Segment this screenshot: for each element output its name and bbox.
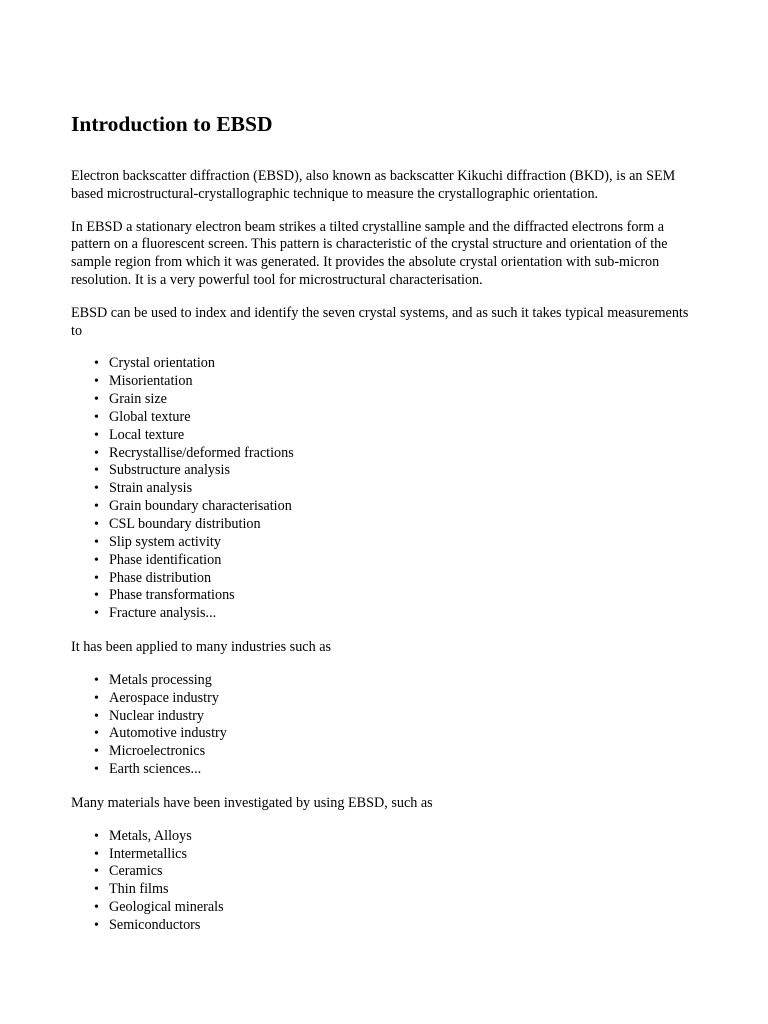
measurements-intro-paragraph: EBSD can be used to index and identify the seven crystal systems, and as such it takes typical measurements to (71, 304, 689, 339)
list-item-text: Earth sciences... (109, 761, 202, 778)
bullet-icon: • (94, 392, 99, 408)
bullet-icon: • (94, 846, 99, 862)
document-body (71, 110, 701, 951)
list-item-text: Automotive industry (109, 725, 227, 742)
list-item (94, 881, 701, 899)
list-item-text: Crystal orientation (109, 355, 215, 372)
list-item-text: Metals processing (109, 671, 212, 688)
bullet-icon: • (94, 606, 99, 622)
bullet-icon: • (94, 690, 99, 706)
list-item-text: Geological minerals (109, 899, 224, 916)
bullet-icon: • (94, 427, 99, 443)
list-item-text: Phase distribution (109, 569, 212, 586)
bullet-icon: • (94, 744, 99, 760)
list-item (94, 743, 701, 761)
bullet-icon: • (94, 374, 99, 390)
list-item (94, 605, 701, 623)
bullet-icon: • (94, 588, 99, 604)
description-paragraph: In EBSD a stationary electron beam strikes a tilted crystalline sample and the diffracted electrons form a pattern on a fluorescent screen. This pattern is characteristic of the crystal structure and orientation of the sample region from which it was generated. It provides the absolute crystal orientation with sub-micron resolution. It is a very powerful tool for microstructural characterisation. (71, 218, 668, 288)
list-item (94, 587, 701, 605)
list-item (94, 863, 701, 881)
bullet-icon: • (94, 708, 99, 724)
list-item-text: Fracture analysis... (109, 605, 217, 622)
list-item (94, 689, 701, 708)
list-item-text: Phase identification (109, 551, 222, 568)
list-item (94, 551, 701, 570)
bullet-icon: • (94, 409, 99, 425)
bullet-icon: • (94, 570, 99, 586)
list-item-text: Global texture (109, 408, 191, 425)
bullet-icon: • (94, 481, 99, 497)
bullet-icon: • (94, 864, 99, 880)
list-item (94, 391, 701, 409)
list-item-text: Microelectronics (109, 743, 206, 760)
list-item (94, 671, 701, 690)
list-item (94, 899, 701, 917)
materials-intro-paragraph: Many materials have been investigated by using EBSD, such as (71, 794, 433, 811)
list-item-text: Recrystallise/deformed fractions (109, 444, 294, 461)
list-item (94, 355, 701, 373)
list-item (94, 480, 701, 498)
bullet-icon: • (94, 828, 99, 844)
list-item (94, 916, 701, 935)
intro-paragraph: Electron backscatter diffraction (EBSD), also known as backscatter Kikuchi diffraction (BKD), is an SEM based microstructural-crystallographic technique to measure the crystallographic orientation. (71, 168, 676, 202)
list-item (94, 761, 701, 779)
materials-list (71, 828, 701, 935)
list-item-text: Slip system activity (109, 533, 221, 550)
list-item-text: Ceramics (109, 863, 163, 880)
bullet-icon: • (94, 672, 99, 688)
list-item-text: Grain boundary characterisation (109, 498, 292, 515)
list-item-text: Local texture (109, 426, 185, 443)
list-item-text: Substructure analysis (109, 462, 230, 479)
industries-intro-paragraph: It has been applied to many industries such as (71, 639, 332, 656)
list-item-text: Strain analysis (109, 480, 193, 497)
list-item (94, 408, 701, 427)
list-item-text: Grain size (109, 391, 167, 408)
list-item-text: Intermetallics (109, 845, 187, 862)
list-item (94, 845, 701, 864)
industries-list (71, 672, 701, 779)
bullet-icon: • (94, 762, 99, 778)
list-item (94, 725, 701, 743)
bullet-icon: • (94, 726, 99, 742)
list-item (94, 498, 701, 516)
list-item (94, 533, 701, 552)
bullet-icon: • (94, 463, 99, 479)
list-item-text: Metals, Alloys (109, 827, 192, 844)
list-item (94, 707, 701, 726)
bullet-icon: • (94, 356, 99, 372)
list-item-text: Semiconductors (109, 916, 201, 933)
bullet-icon: • (94, 534, 99, 550)
list-item (94, 515, 701, 534)
bullet-icon: • (94, 499, 99, 515)
list-item (94, 444, 701, 463)
list-item-text: Aerospace industry (109, 689, 219, 706)
list-item (94, 569, 701, 588)
list-item (94, 462, 701, 480)
bullet-icon: • (94, 900, 99, 916)
bullet-icon: • (94, 552, 99, 568)
list-item (94, 827, 701, 846)
list-item-text: CSL boundary distribution (109, 515, 261, 532)
list-item-text: Misorientation (109, 373, 193, 390)
list-item-text: Nuclear industry (109, 707, 204, 724)
bullet-icon: • (94, 516, 99, 532)
bullet-icon: • (94, 882, 99, 898)
measurements-list (71, 355, 701, 623)
list-item-text: Phase transformations (109, 587, 235, 604)
list-item (94, 373, 701, 391)
bullet-icon: • (94, 917, 99, 933)
bullet-icon: • (94, 445, 99, 461)
list-item-text: Thin films (109, 881, 169, 898)
list-item (94, 426, 701, 445)
page-title: Introduction to EBSD (71, 112, 273, 136)
